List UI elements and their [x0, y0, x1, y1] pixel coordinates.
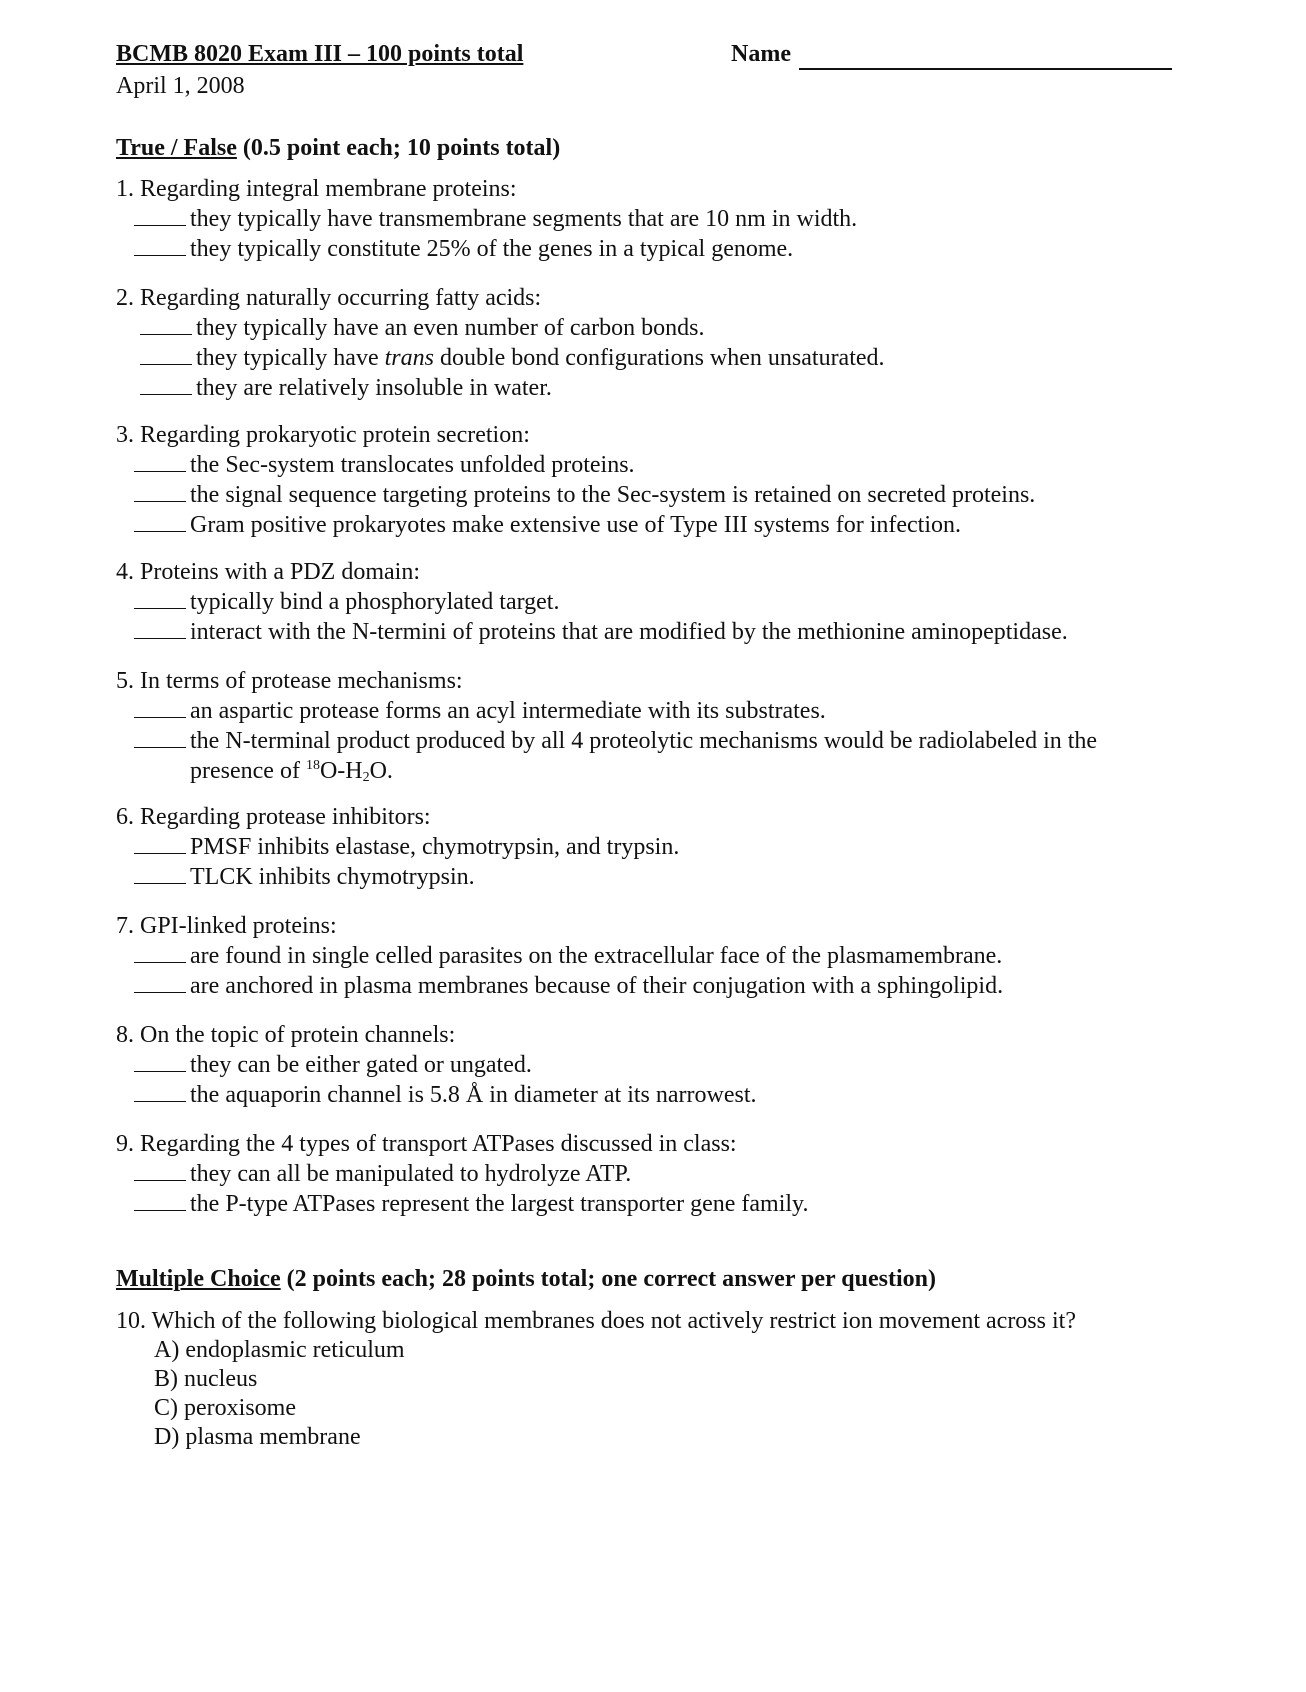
answer-blank[interactable]: [134, 1190, 186, 1211]
statement-italic-word: trans: [384, 345, 434, 371]
question-6: [116, 802, 1196, 892]
statement-text: the signal sequence targeting proteins to the Sec-system is retained on secreted proteins.: [190, 482, 1036, 508]
tf-statement: [116, 941, 1196, 971]
question-stem: 2. Regarding naturally occurring fatty acids:: [116, 285, 542, 311]
question-stem: 10. Which of the following biological membranes does not actively restrict ion movement across it?: [116, 1308, 1076, 1334]
statement-text: they are relatively insoluble in water.: [196, 375, 552, 401]
isotope-superscript: 18: [305, 758, 320, 773]
mc-option-c[interactable]: C) peroxisome: [154, 1395, 296, 1421]
statement-text: are anchored in plasma membranes because of their conjugation with a sphingolipid.: [190, 973, 1004, 999]
question-stem: 5. In terms of protease mechanisms:: [116, 668, 463, 694]
answer-blank[interactable]: [134, 618, 186, 639]
true-false-heading-label: True / False: [116, 135, 237, 161]
question-4: [116, 557, 1196, 647]
tf-statement: [116, 617, 1196, 647]
answer-blank[interactable]: [134, 833, 186, 854]
question-2: [116, 283, 1196, 403]
statement-text: the Sec-system translocates unfolded proteins.: [190, 452, 635, 478]
question-9: [116, 1129, 1196, 1219]
mc-option-a[interactable]: A) endoplasmic reticulum: [154, 1337, 405, 1363]
tf-statement: [116, 313, 1196, 343]
multiple-choice-heading-label: Multiple Choice: [116, 1266, 281, 1292]
tf-statement: [116, 971, 1196, 1001]
continuation-mid: O-H: [319, 758, 363, 784]
answer-blank[interactable]: [134, 235, 186, 256]
multiple-choice-heading-detail: (2 points each; 28 points total; one correct answer per question): [280, 1266, 936, 1292]
true-false-heading-detail: (0.5 point each; 10 points total): [236, 135, 561, 161]
statement-text: an aspartic protease forms an acyl intermediate with its substrates.: [190, 698, 826, 724]
answer-blank[interactable]: [134, 1081, 186, 1102]
true-false-heading: [116, 133, 560, 163]
question-10: [116, 1306, 1196, 1452]
question-stem: 7. GPI-linked proteins:: [116, 913, 337, 939]
statement-text: the N-terminal product produced by all 4 proteolytic mechanisms would be radiolabeled in the: [190, 728, 1098, 754]
statement-text: they can be either gated or ungated.: [190, 1052, 532, 1078]
statement-text: they typically have an even number of carbon bonds.: [196, 315, 705, 341]
formula-subscript: 2: [362, 770, 370, 785]
answer-blank[interactable]: [134, 727, 186, 748]
answer-blank[interactable]: [140, 344, 192, 365]
tf-statement: [116, 343, 1196, 373]
question-stem: 1. Regarding integral membrane proteins:: [116, 176, 517, 202]
answer-blank[interactable]: [134, 863, 186, 884]
statement-text: they can all be manipulated to hydrolyze ATP.: [190, 1161, 632, 1187]
tf-statement: [116, 450, 1196, 480]
answer-blank[interactable]: [134, 1051, 186, 1072]
statement-text: the P-type ATPases represent the largest transporter gene family.: [190, 1191, 809, 1217]
answer-blank[interactable]: [140, 374, 192, 395]
tf-statement: [116, 1050, 1196, 1080]
continuation-suffix: O.: [369, 758, 393, 784]
statement-text: typically bind a phosphorylated target.: [190, 589, 560, 615]
question-stem: 6. Regarding protease inhibitors:: [116, 804, 431, 830]
statement-text: they typically constitute 25% of the genes in a typical genome.: [190, 236, 794, 262]
question-8: [116, 1020, 1196, 1110]
question-stem: 9. Regarding the 4 types of transport ATPases discussed in class:: [116, 1131, 737, 1157]
answer-blank[interactable]: [134, 205, 186, 226]
name-field: [731, 38, 1172, 70]
statement-text: TLCK inhibits chymotrypsin.: [190, 864, 475, 890]
statement-text: PMSF inhibits elastase, chymotrypsin, and trypsin.: [190, 834, 680, 860]
statement-text: they typically have transmembrane segments that are 10 nm in width.: [190, 206, 858, 232]
name-label: Name: [731, 41, 791, 67]
tf-statement: [116, 1189, 1196, 1219]
tf-statement: [116, 587, 1196, 617]
mc-options: [116, 1336, 1196, 1452]
name-blank-line[interactable]: [799, 42, 1172, 70]
answer-blank[interactable]: [140, 314, 192, 335]
statement-continuation: [116, 756, 1196, 786]
answer-blank[interactable]: [134, 942, 186, 963]
question-stem: 8. On the topic of protein channels:: [116, 1022, 456, 1048]
answer-blank[interactable]: [134, 451, 186, 472]
tf-statement: [116, 1080, 1196, 1110]
answer-blank[interactable]: [134, 481, 186, 502]
tf-statement: [116, 373, 1196, 403]
mc-option-d[interactable]: D) plasma membrane: [154, 1424, 361, 1450]
answer-blank[interactable]: [134, 588, 186, 609]
tf-statement: [116, 726, 1196, 756]
statement-text: Gram positive prokaryotes make extensive use of Type III systems for infection.: [190, 512, 961, 538]
tf-statement: [116, 204, 1196, 234]
question-stem: 3. Regarding prokaryotic protein secretion:: [116, 422, 530, 448]
question-3: [116, 420, 1196, 540]
statement-text: the aquaporin channel is 5.8 Å in diameter at its narrowest.: [190, 1082, 757, 1108]
question-stem: 4. Proteins with a PDZ domain:: [116, 559, 420, 585]
answer-blank[interactable]: [134, 697, 186, 718]
mc-option-b[interactable]: B) nucleus: [154, 1366, 258, 1392]
exam-header: [116, 38, 523, 102]
answer-blank[interactable]: [134, 972, 186, 993]
tf-statement: [116, 234, 1196, 264]
question-1: [116, 174, 1196, 264]
answer-blank[interactable]: [134, 1160, 186, 1181]
statement-text: [196, 343, 1196, 373]
tf-statement: [116, 510, 1196, 540]
continuation-prefix: presence of: [190, 758, 306, 784]
exam-title: BCMB 8020 Exam III – 100 points total: [116, 41, 524, 67]
answer-blank[interactable]: [134, 511, 186, 532]
question-7: [116, 911, 1196, 1001]
exam-date: April 1, 2008: [116, 73, 245, 99]
multiple-choice-heading: [116, 1264, 936, 1294]
question-5: [116, 666, 1196, 786]
tf-statement: [116, 832, 1196, 862]
tf-statement: [116, 480, 1196, 510]
statement-text-start: they typically have: [196, 345, 385, 371]
tf-statement: [116, 862, 1196, 892]
statement-text: are found in single celled parasites on the extracellular face of the plasmamembrane.: [190, 943, 1003, 969]
tf-statement: [116, 1159, 1196, 1189]
statement-text: interact with the N-termini of proteins that are modified by the methionine aminopeptidase.: [190, 619, 1068, 645]
tf-statement: [116, 696, 1196, 726]
statement-text-rest: double bond configurations when unsaturated.: [433, 345, 885, 371]
